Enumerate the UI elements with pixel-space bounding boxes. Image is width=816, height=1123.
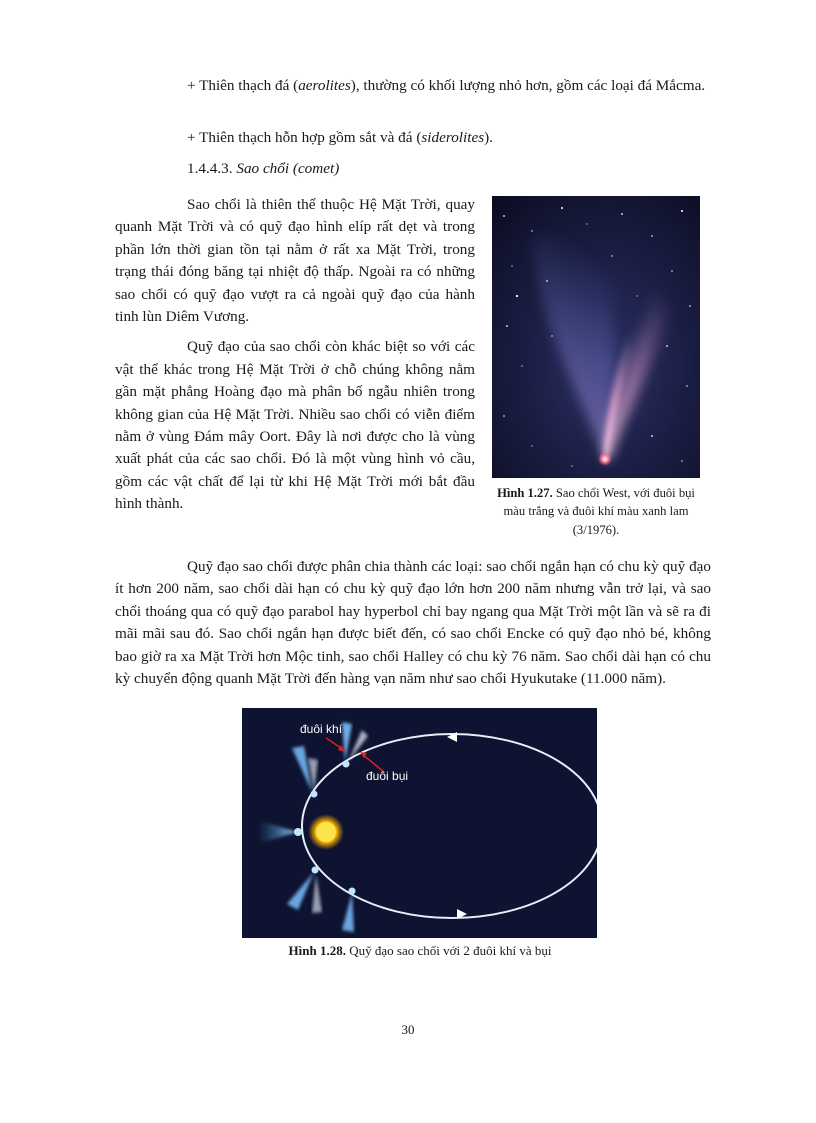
- paragraph-comet-definition: Sao chổi là thiên thể thuộc Hệ Mặt Trời, quay quanh Mặt Trời và có quỹ đạo hình elíp rất dẹt và trong phần lớn thời gian tồn tại nằm ở rất xa Mặt Trời, trong trạng thái đóng băng tại nhiệt độ thấp. Ngoài ra có những sao chổi có quỹ đạo vượt ra cả ngoài quỹ đạo của hành tinh lùn Diêm Vương.: [115, 196, 475, 326]
- figure-label: Hình 1.28.: [288, 943, 346, 958]
- section-number: 1.4.4.3.: [187, 160, 233, 177]
- section-title: Sao chổi (comet): [236, 160, 340, 177]
- figure-1-28-caption: Hình 1.28. Quỹ đạo sao chổi với 2 đuôi khí và bụi: [288, 943, 552, 958]
- term-siderolites: siderolites: [421, 129, 485, 146]
- paragraph-aerolites: + Thiên thạch đá (aerolites), thường có khối lượng nhỏ hơn, gồm các loại đá Mắcma.: [187, 77, 706, 94]
- paragraph-orbit-types: Quỹ đạo sao chổi được phân chia thành các loại: sao chổi ngắn hạn có chu kỳ quỹ đạo ít hơn 200 năm, sao chổi dài hạn có chu kỳ quỹ đạo lớn hơn 200 năm nhưng vẫn trở lại, và sao chổi thoáng qua có quỹ đạo parabol hay hyperbol chỉ bay ngang qua Mặt Trời một lần và sẽ ra đi mãi mãi sau đó. Sao chổi ngắn hạn được biết đến, có sao chổi Encke có quỹ đạo nhỏ bé, không bao giờ ra xa Mặt Trời hơn Mộc tinh, sao chổi Halley có chu kỳ 76 năm. Sao chổi dài hạn có chu kỳ chuyển động quanh Mặt Trời đến hàng vạn năm như sao chổi Hyukutake (11.000 năm).: [115, 558, 711, 688]
- page-number: 30: [401, 1022, 415, 1037]
- wrapped-text-block: [115, 194, 475, 524]
- comet-orbit-diagram: [242, 708, 597, 938]
- dust-tail-label: đuôi bụi: [366, 769, 409, 783]
- figure-label: Hình 1.27.: [497, 486, 553, 500]
- comet-west-photo: [492, 196, 700, 478]
- figure-1-27-caption: Hình 1.27. Sao chổi West, với đuôi bụi màu trắng và đuôi khí màu xanh lam (3/1976).: [497, 486, 695, 537]
- section-heading: [187, 158, 339, 180]
- paragraph-siderolites: + Thiên thạch hỗn hợp gồm sắt và đá (siderolites).: [187, 129, 493, 146]
- paragraph-comet-orbit: Quỹ đạo của sao chổi còn khác biệt so với các vật thể khác trong Hệ Mặt Trời ở chỗ chúng không nằm gần mặt phẳng Hoàng đạo mà phân bố ngẫu nhiên trong không gian của Hệ Mặt Trời. Nhiều sao chổi có viễn điểm nằm ở vùng Đám mây Oort. Đây là nơi được cho là vùng xuất phát của các sao chổi. Đó là một vùng hình vỏ cầu, gồm các vật chất để lại từ khi Hệ Mặt Trời mới bắt đầu hình thành.: [115, 338, 475, 513]
- term-aerolites: aerolites: [298, 77, 351, 94]
- gas-tail-label: đuôi khí: [300, 722, 343, 736]
